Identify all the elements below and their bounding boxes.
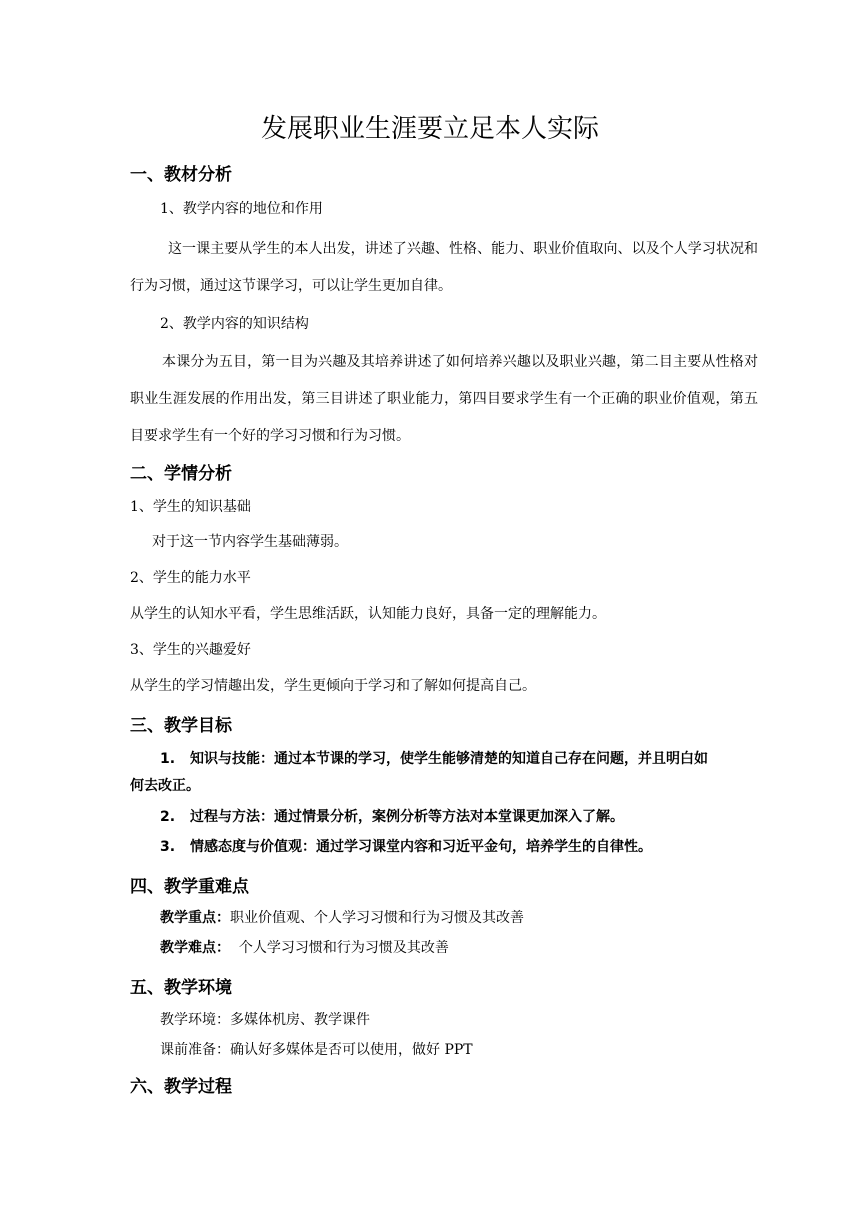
paragraph-position-role: 这一课主要从学生的本人出发，讲述了兴趣、性格、能力、职业价值取向、以及个人学习状况和行为习惯，通过这节课学习，可以让学生更加自律。: [130, 241, 758, 294]
section-heading-1: 一、教材分析: [130, 165, 232, 185]
learner-item-text-2: 从学生的认知水平看，学生思维活跃，认知能力良好，具备一定的理解能力。: [130, 606, 606, 622]
class-preparation: 课前准备：确认好多媒体是否可以使用，做好 PPT: [160, 1042, 473, 1058]
key-point-text: 职业价值观、个人学习习惯和行为习惯及其改善: [230, 910, 524, 926]
subheading-knowledge-structure: 2、教学内容的知识结构: [160, 316, 309, 332]
objective-text: 过程与方法：通过情景分析，案例分析等方法对本堂课更加深入了解。: [190, 809, 624, 825]
section-heading-2: 二、学情分析: [130, 464, 232, 484]
objective-text: 情感态度与价值观：通过学习课堂内容和习近平金句，培养学生的自律性。: [190, 839, 652, 855]
paragraph-knowledge-structure: 本课分为五目，第一目为兴趣及其培养讲述了如何培养兴趣以及职业兴趣，第二目主要从性格对职业生涯发展的作用出发，第三目讲述了职业能力，第四目要求学生有一个正确的职业价值观，第五目要求学生有一个好的学习习惯和行为习惯。: [130, 354, 758, 444]
section-heading-4: 四、教学重难点: [130, 877, 249, 897]
subheading-position-role: 1、教学内容的地位和作用: [160, 201, 323, 217]
difficult-point-text: 个人学习习惯和行为习惯及其改善: [230, 940, 449, 956]
objective-number: 2.: [160, 809, 176, 825]
objective-number: 1.: [160, 751, 176, 767]
teaching-environment: 教学环境：多媒体机房、教学课件: [160, 1012, 370, 1028]
learner-item-label-2: 2、学生的能力水平: [130, 570, 251, 586]
difficult-point: [160, 938, 449, 958]
document-title: 发展职业生涯要立足本人实际: [260, 114, 599, 144]
section-heading-3: 三、教学目标: [130, 716, 232, 736]
objective-3: [160, 836, 652, 856]
key-point-label: 教学重点：: [160, 910, 230, 926]
section-heading-5: 五、教学环境: [130, 978, 232, 998]
objective-1: [160, 748, 708, 768]
objective-number: 3.: [160, 839, 176, 855]
difficult-point-label: 教学难点：: [160, 940, 230, 956]
objective-1-continued: 何去改正。: [130, 778, 200, 794]
objective-text: 知识与技能：通过本节课的学习，使学生能够清楚的知道自己存在问题，并且明白如: [190, 751, 708, 767]
objective-2: [160, 806, 624, 826]
key-point: [160, 908, 524, 928]
section-heading-6: 六、教学过程: [130, 1077, 232, 1097]
learner-item-text-1: 对于这一节内容学生基础薄弱。: [152, 534, 348, 550]
learner-item-label-1: 1、学生的知识基础: [130, 499, 251, 515]
learner-item-label-3: 3、学生的兴趣爱好: [130, 642, 251, 658]
learner-item-text-3: 从学生的学习情趣出发，学生更倾向于学习和了解如何提高自己。: [130, 678, 536, 694]
